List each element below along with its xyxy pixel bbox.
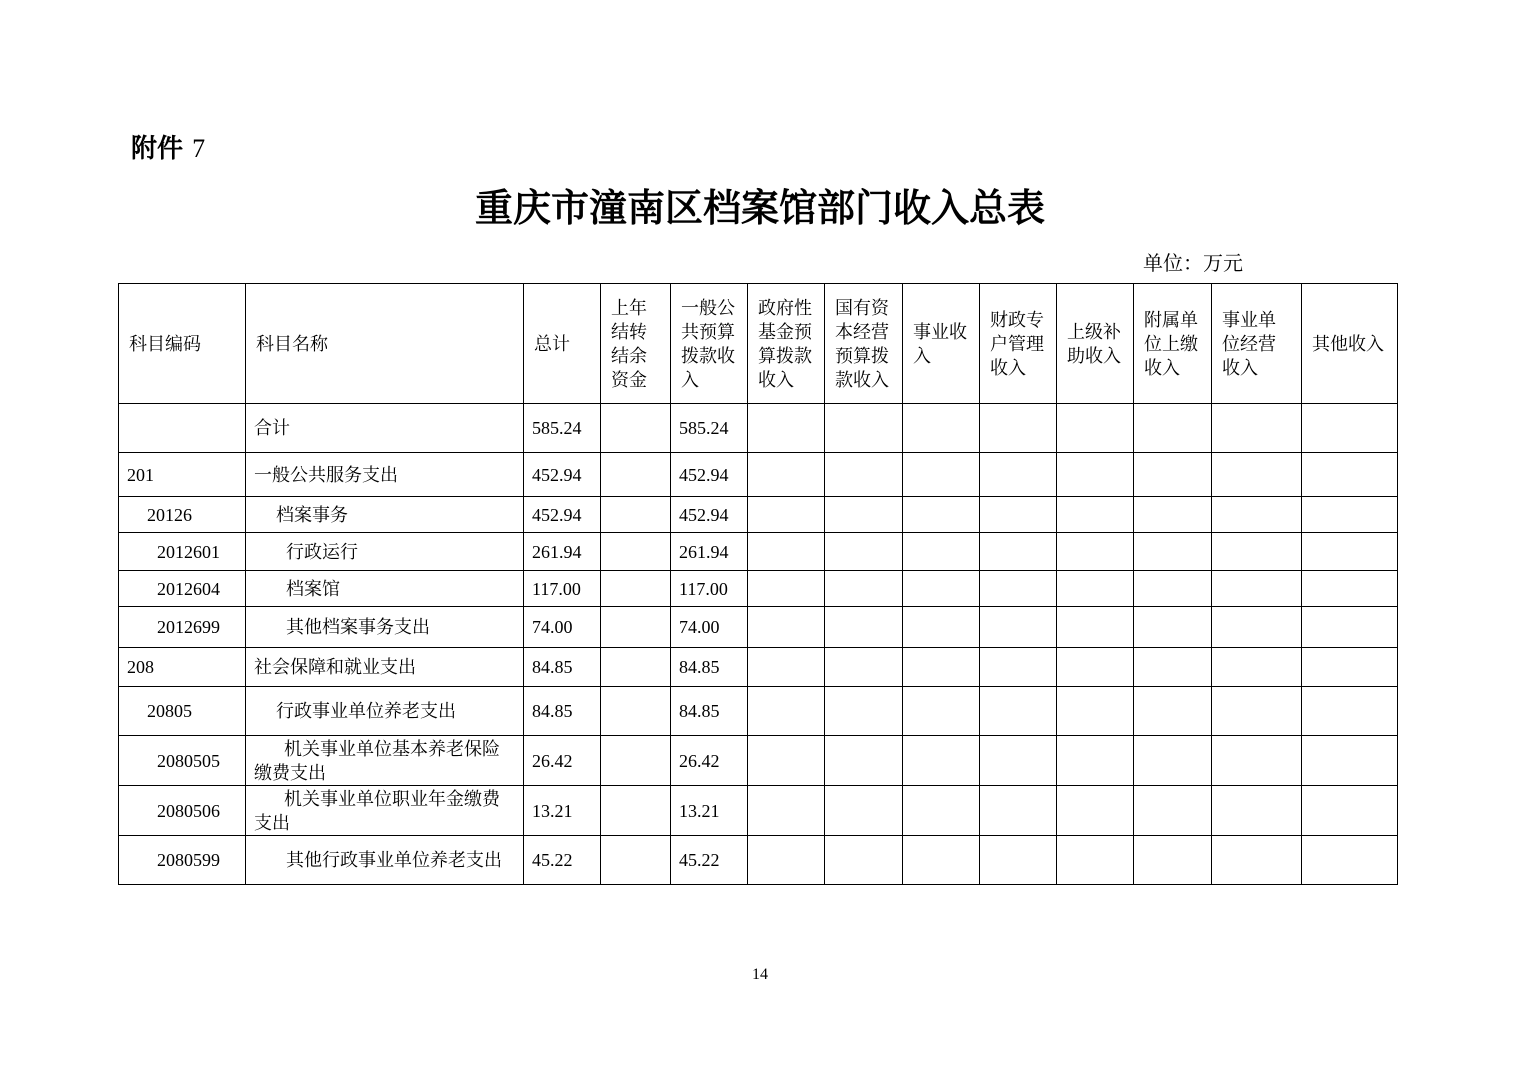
header-cell: 财政专户管理收入 bbox=[980, 284, 1057, 404]
header-cell: 附属单位上缴收入 bbox=[1134, 284, 1212, 404]
page-number: 14 bbox=[752, 966, 768, 983]
header-cell: 一般公共预算拨款收入 bbox=[671, 284, 748, 404]
page-title: 重庆市潼南区档案馆部门收入总表 bbox=[474, 185, 1045, 230]
table-row: 20805 行政事业单位养老支出 84.85 84.85 bbox=[119, 687, 1398, 736]
unit-label: 单位：万元 bbox=[1143, 253, 1243, 275]
header-cell: 总计 bbox=[524, 284, 601, 404]
table-row: 合计 585.24 585.24 bbox=[119, 404, 1398, 453]
attachment-label: 附件 7 bbox=[131, 134, 206, 164]
income-table bbox=[118, 283, 1398, 885]
header-cell: 事业单位经营收入 bbox=[1212, 284, 1302, 404]
header-cell: 政府性基金预算拨款收入 bbox=[748, 284, 825, 404]
header-cell: 事业收入 bbox=[903, 284, 980, 404]
table-row: 201 一般公共服务支出 452.94 452.94 bbox=[119, 453, 1398, 497]
table-row: 208 社会保障和就业支出 84.85 84.85 bbox=[119, 648, 1398, 687]
header-row bbox=[119, 284, 1398, 404]
table-row: 2080599 其他行政事业单位养老支出 45.22 45.22 bbox=[119, 836, 1398, 885]
table-row: 2012604 档案馆 117.00 117.00 bbox=[119, 571, 1398, 607]
table-row: 2080505 机关事业单位基本养老保险缴费支出 26.42 26.42 bbox=[119, 736, 1398, 786]
header-cell: 其他收入 bbox=[1302, 284, 1398, 404]
header-cell: 国有资本经营预算拨款收入 bbox=[825, 284, 903, 404]
header-cell: 科目编码 bbox=[119, 284, 246, 404]
table-row: 2012699 其他档案事务支出 74.00 74.00 bbox=[119, 607, 1398, 648]
table-row: 2012601 行政运行 261.94 261.94 bbox=[119, 533, 1398, 571]
header-cell: 上年结转结余资金 bbox=[601, 284, 671, 404]
header-cell: 上级补助收入 bbox=[1057, 284, 1134, 404]
header-cell: 科目名称 bbox=[246, 284, 524, 404]
table-row: 20126 档案事务 452.94 452.94 bbox=[119, 497, 1398, 533]
table-row: 2080506 机关事业单位职业年金缴费支出 13.21 13.21 bbox=[119, 786, 1398, 836]
